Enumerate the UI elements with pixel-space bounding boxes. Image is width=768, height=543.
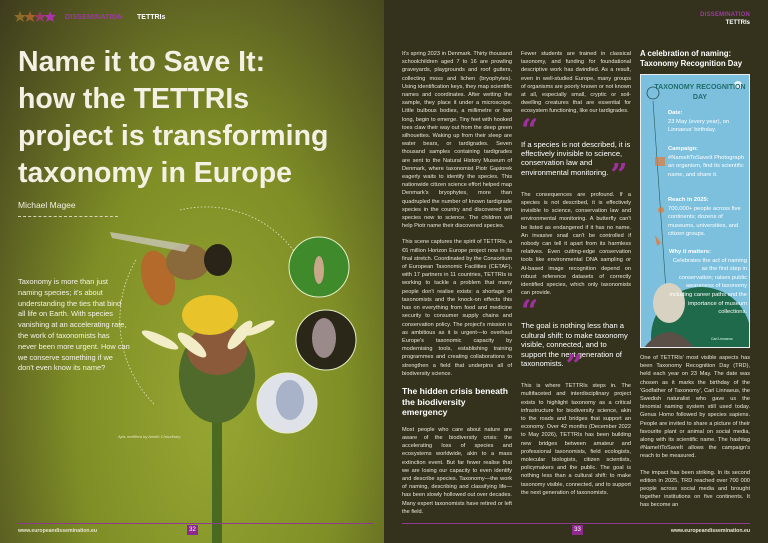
box-item-text: 23 May (every year), on Linnaeus' birthday. [668, 118, 730, 134]
sidebar-heading: A celebration of naming: Taxonomy Recognition Day [640, 49, 743, 69]
footer-url-link[interactable]: www.europeandissemination.eu [18, 528, 98, 534]
paragraph: This scene captures the spirit of TETTRIs, a €6 million Horizon Europe project now in its final stretch. Coordinated by the Consortium of European Taxonomic Facilities (CETAF), with 17 partners in 11 countries, TETTRIs is working to tackle a problem that many people don't realise exists: a shortage of taxonomists and the knock-on effects this has on everything from food and medicine security to consumer supply chains and conservation policy. The project's mission is as ambitious as it is urgent—to overhaul Europe's taxonomic capacity by modernising tools, establishing training programmes and creating collaborations to strengthen a field that underpins all of biodiversity science. [402, 239, 512, 377]
box-item-text: 700,000+ people across five continents; dozens of museums, universities, and citizen groups. [668, 205, 741, 238]
footer-url-link[interactable]: www.europeandissemination.eu [670, 528, 750, 534]
paragraph: Most people who care about nature are aware of the biodiversity crisis: the accelerating loss of species and ecosystems worldwide, akin to a mass extinction event. But far fewer realise that we are losing our capacity to even identify and describe species. Taxonomy—the work of naming, describing and classifying life—has been slowly hollowed out over decades. Many expert taxonomists have retired or left the field. [402, 426, 512, 515]
section-label: DISSEMINATION [700, 12, 750, 18]
title-line: how the TETTRIs [18, 83, 250, 115]
quote-open-icon: “ [521, 294, 539, 330]
page-number: 33 [572, 525, 583, 535]
series-label: TETTRIs [137, 14, 166, 21]
quote-open-icon: “ [521, 112, 539, 148]
intro-text: Taxonomy is more than just naming species; it's about understanding the ties that bind all life on Earth. With species vanishing at an accelerating rate, the work of taxonomists has never been more urgent. How can we conserve something if we don't even know its name? [18, 277, 130, 373]
paragraph: The impact has been striking. In its second edition in 2025, TRD reached over 700 000 people across social media and brought together institutions on five continents. It has become an [640, 469, 750, 509]
trd-info-box [640, 74, 750, 348]
section-heading: The hidden crisis beneath the biodiversity emergency [402, 385, 509, 418]
box-item-label: Campaign: [668, 146, 698, 152]
box-item-label: Date: [668, 110, 683, 116]
stars-logo-icon [14, 10, 60, 24]
paragraph: This is where TETTRIs steps in. The multifaceted and interdisciplinary project exists to highlight taxonomy as a critical infrastructure for biodiversity science, akin to the roads and bridges that support an economy. Over 42 months (December 2022 to May 2026), TETTRIs has been building new bridges between amateur and professional taxonomists, field ecologists, molecular biologists, citizen scientists, policymakers and the public. The goal is nothing less than a cultural shift: to make taxonomy visible, connected, and to support the next generation of taxonomists. [521, 383, 631, 496]
title-line: project is transforming [18, 120, 329, 152]
title-line: Name it to Save It: [18, 46, 266, 78]
box-title: TAXONOMY RECOGNITION DAY [654, 84, 746, 101]
photo-caption: Apis mellifera by Anirith Choudhary [118, 434, 181, 439]
box-item-why [669, 248, 747, 317]
box-item-label: Reach in 2025: [668, 197, 709, 203]
pull-quote-text: If a species is not described, it is effectively invisible to science, conservation law and environmental monitoring. [521, 139, 631, 177]
section-label: DISSEMINATION [65, 14, 123, 21]
pull-quote [521, 321, 631, 385]
title-line: taxonomy in Europe [18, 157, 292, 189]
quote-close-icon: ” [565, 349, 583, 385]
box-item-text: #NameItToSaveIt Photograph an organism, find its scientific name, and share it. [668, 154, 745, 178]
quote-close-icon: ” [610, 157, 628, 193]
bee-photo [100, 200, 384, 543]
article-title [18, 44, 328, 192]
column-1 [402, 50, 512, 524]
paragraph: Fewer students are trained in classical taxonomy, and funding for foundational descriptive work has dwindled. As a result, even in well-studied Europe, many groups of organisms are poorly known or not known at all, especially small, cryptic or soil-dwelling creatures that are essential for ecosystem functioning, like our tardigrades. [521, 51, 631, 115]
box-item-reach [668, 196, 748, 239]
column-3 [640, 354, 750, 518]
box-item-text: Celebrates the act of naming as the first step in conservation; raises public awareness of taxonomy including career paths and the importance of museum collections. [669, 257, 747, 316]
paragraph: It's spring 2023 in Denmark. Thirty thousand schoolchildren aged 7 to 16 are prowling graveyards, playgrounds and roof gutters, collecting moss and lichen (bryophytes). Using identification keys, they map scientific names and coordinates. After wetting the sample, they place it under a microscope. Little bulbous bodies, a millimetre or two long, begin to emerge. Tiny feet with hooked toes claw their way out from the deep green silhouettes. Waking up from their sleep are water bears, or tardigrades. Seven thousand samples containing tardigrades are sent to the Natural History Museum of Denmark, where taxonomist Piotr Gąsiorek eagerly waits to identify the species. This nationwide citizen science effort helped map Denmark's bryophytes, more than quadrupled the number of known tardigrade species in the country and discovered ten species new to science. The children will help Piotr name their discovered species. [402, 51, 512, 230]
box-item-date [668, 109, 748, 135]
author: Michael Magee [18, 200, 76, 210]
paragraph: One of TETTRIs' most visible aspects has been Taxonomy Recognition Day (TRD), held each year on 23 May. The date was chosen as it marks the birthday of the 'Godfather of Taxonomy', Carl Linnaeus, the Swedish naturalist who gave us the binomial naming system still used today. Genus Homo followed by species sapiens. People are invited to share a picture of their favourite plant or animal on social media, along with its scientific name. The hashtag #NameItToSaveIt allows the campaign's reach to be measured. [640, 355, 750, 460]
pull-quote [521, 139, 631, 193]
footer-line [18, 523, 374, 524]
pull-quote-text: The goal is nothing less than a cultural shift: to make taxonomy visible, connected, and to support the next generation of taxonomists. [521, 321, 628, 369]
paragraph: The consequences are profound. If a species is not described, it is effectively invisible to science, conservation law and environmental monitoring. A butterfly can't be listed as endangered if it has no name. An invasive snail can't be controlled if nobody can tell it apart from its harmless relatives. Even cutting-edge conservation tools like environmental DNA sampling or AI-based image recognition depend on robust reference datasets of correctly identified species, which only taxonomists can provide. [521, 191, 631, 297]
column-2 [521, 50, 631, 505]
box-item-campaign [668, 145, 748, 179]
page-number: 32 [187, 525, 198, 535]
box-item-label: Why it matters: [669, 249, 711, 255]
portrait-caption: Carl Linnaeus [711, 337, 733, 341]
series-label: TETTRIs [725, 20, 750, 26]
footer-line [402, 523, 750, 524]
